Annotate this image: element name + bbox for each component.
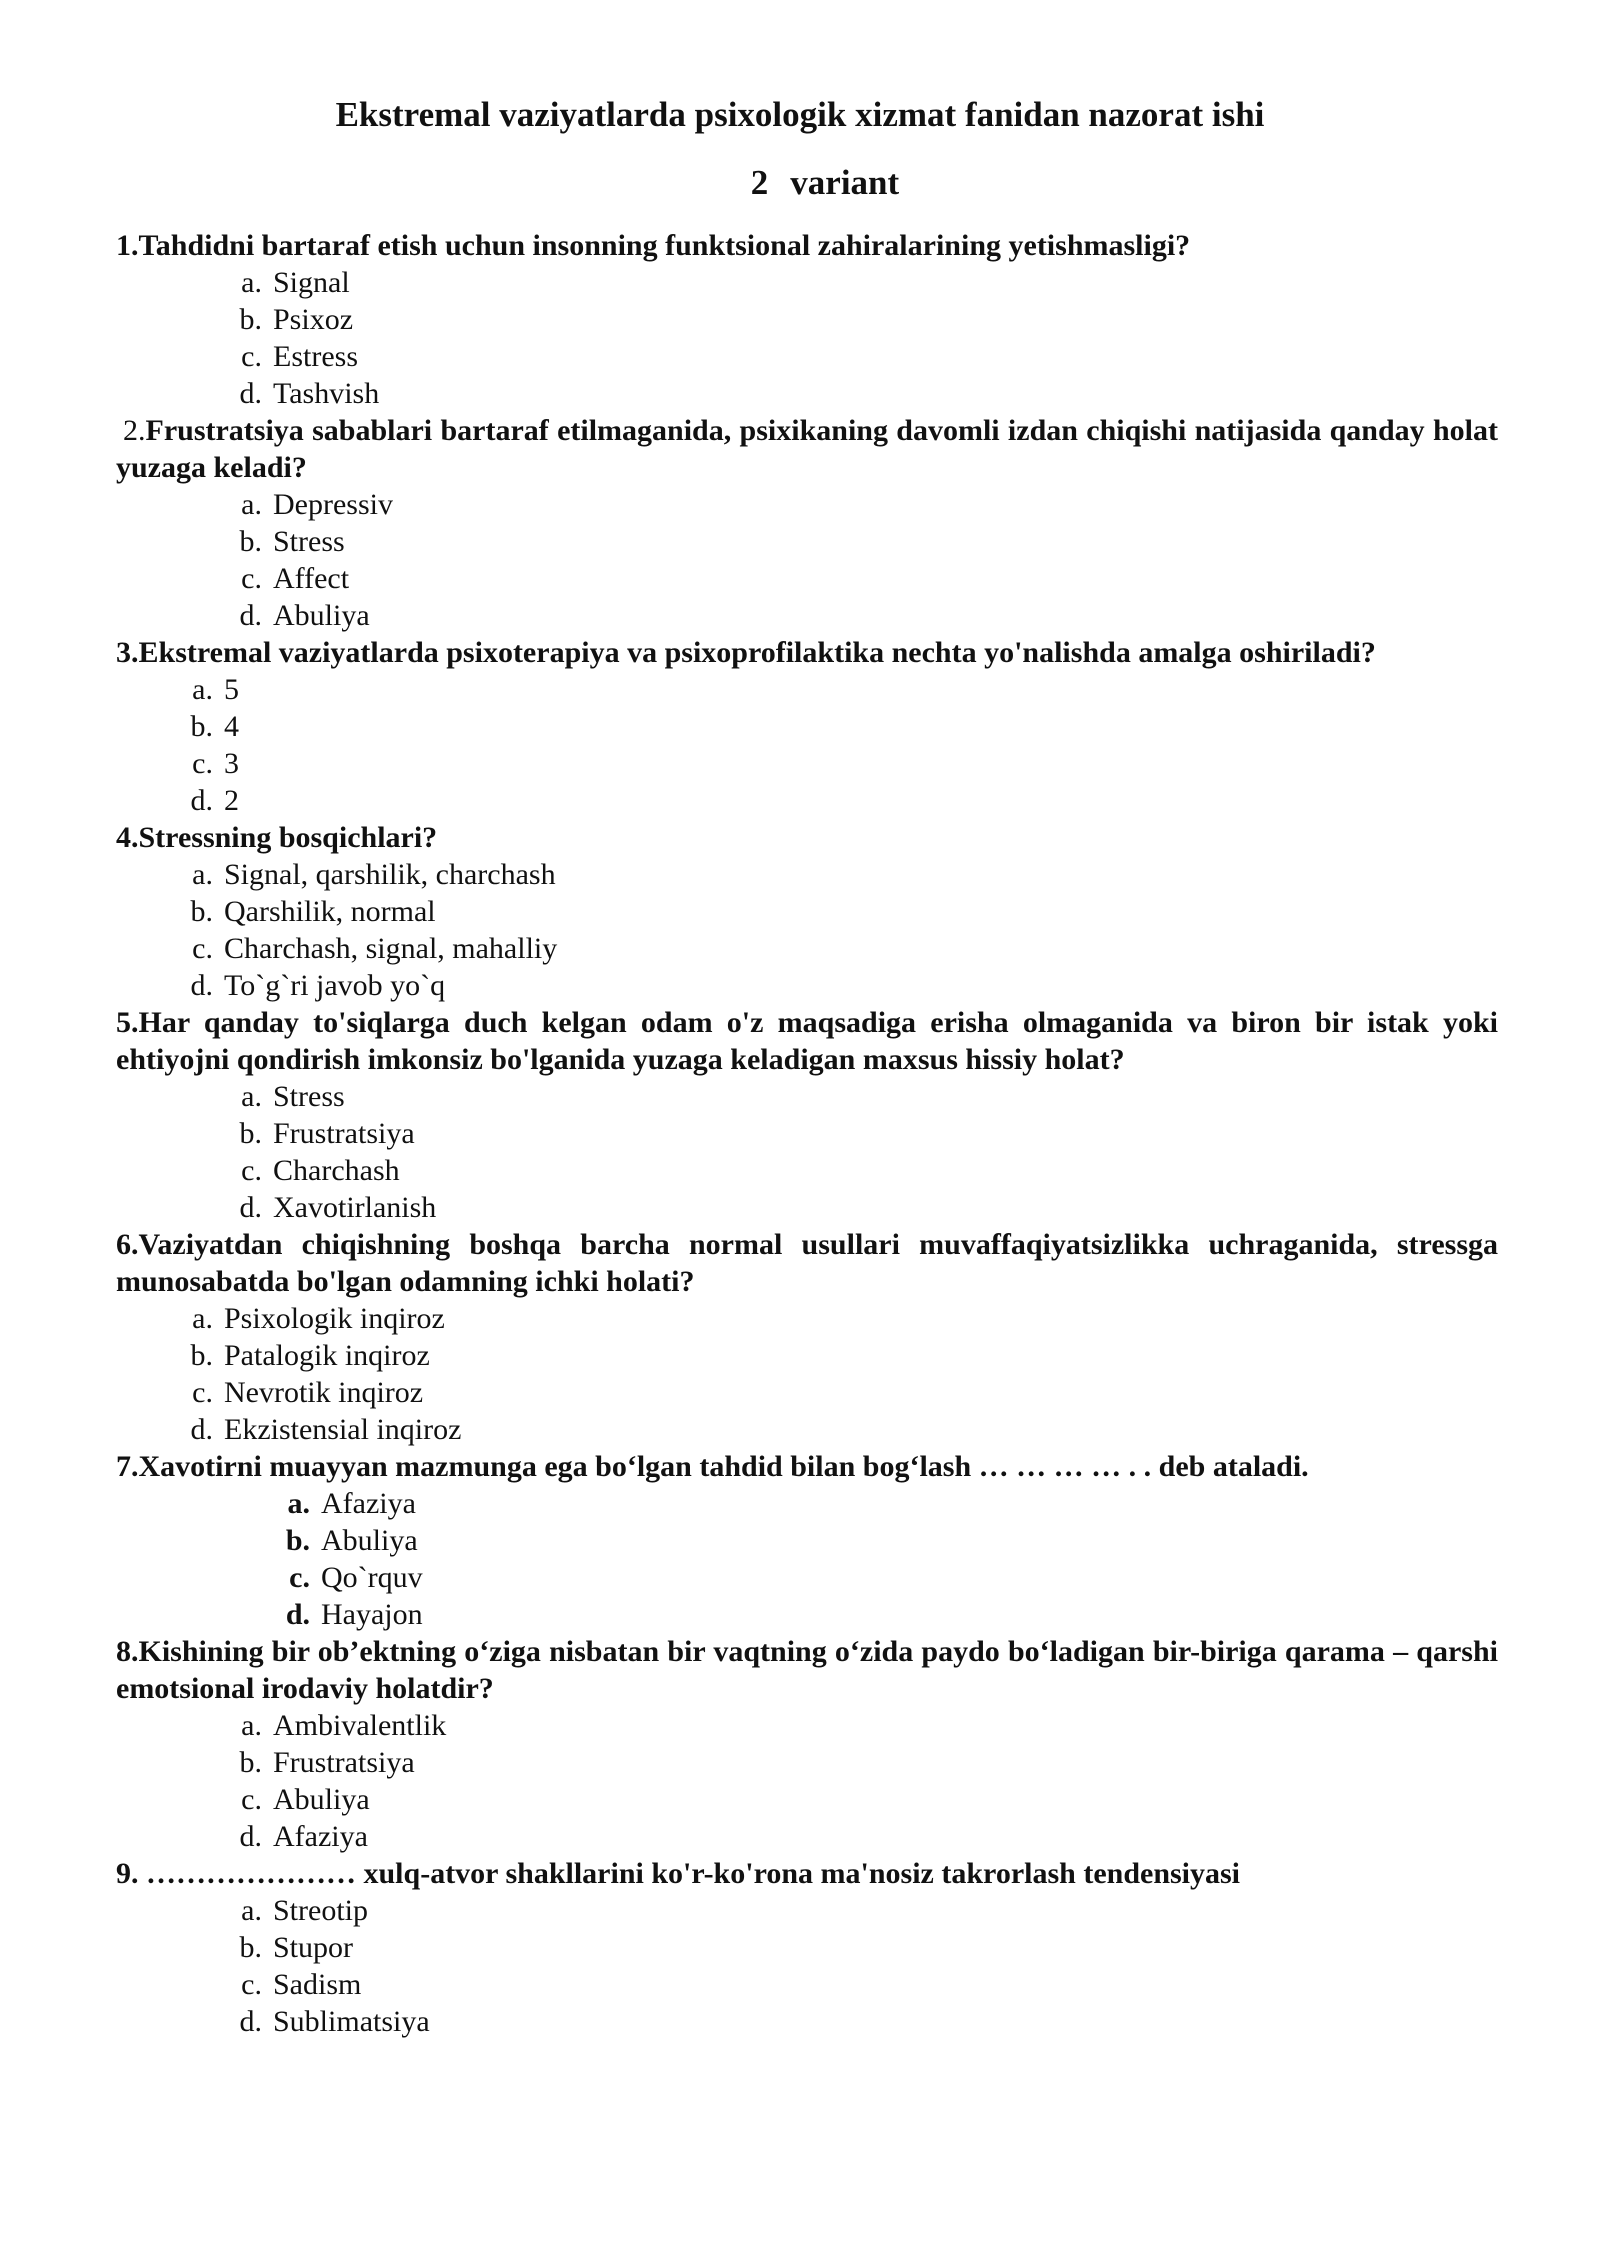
option-letter: a. <box>241 1080 262 1113</box>
option-letter: b. <box>190 895 213 928</box>
question-8 <box>116 1633 1498 1855</box>
option-letter: c. <box>241 340 262 373</box>
option-letter: b. <box>239 1746 262 1779</box>
option-text: 5 <box>224 673 239 706</box>
option-text: Affect <box>273 562 350 595</box>
option-text: Signal <box>273 266 350 299</box>
question-number: 1. <box>116 229 139 262</box>
option-text: Abuliya <box>321 1524 418 1557</box>
answer-option[interactable] <box>116 1189 1498 1226</box>
question-text <box>116 634 1498 671</box>
option-letter: a. <box>241 1894 262 1927</box>
answer-option[interactable] <box>116 1781 1498 1818</box>
option-text: Stress <box>273 525 345 558</box>
option-letter: d. <box>190 784 213 817</box>
option-text: Frustratsiya <box>273 1117 415 1150</box>
option-text: Stress <box>273 1080 345 1113</box>
answer-option[interactable] <box>116 1818 1498 1855</box>
question-6 <box>116 1226 1498 1448</box>
option-text: Frustratsiya <box>273 1746 415 1779</box>
option-text: Psixoz <box>273 303 354 336</box>
option-letter: d. <box>239 377 262 410</box>
answer-option[interactable] <box>116 264 1498 301</box>
answer-option[interactable] <box>116 745 1498 782</box>
option-text: 2 <box>224 784 239 817</box>
option-text: Charchash, signal, mahalliy <box>224 932 558 965</box>
option-text: Estress <box>273 340 358 373</box>
option-letter: b. <box>190 710 213 743</box>
option-text: Xavotirlanish <box>273 1191 437 1224</box>
option-letter: d. <box>239 1820 262 1853</box>
answer-option[interactable] <box>116 1966 1498 2003</box>
option-letter: b. <box>239 303 262 336</box>
answer-options <box>116 1078 1498 1226</box>
question-7 <box>116 1448 1498 1633</box>
option-text: Afaziya <box>321 1487 416 1520</box>
answer-option[interactable] <box>116 1892 1498 1929</box>
answer-options <box>116 1485 1498 1633</box>
question-number: 7. <box>116 1450 139 1483</box>
option-letter: c. <box>192 747 213 780</box>
option-text: Afaziya <box>273 1820 368 1853</box>
option-letter: d. <box>239 599 262 632</box>
question-body: Kishining bir ob’ektning o‘ziga nisbatan bir vaqtning o‘zida paydo bo‘ladigan bir-biriga qarama – qarshi emotsional irodaviy holatdir? <box>116 1635 1498 1705</box>
answer-option[interactable] <box>116 1522 1498 1559</box>
option-text: To`g`ri javob yo`q <box>224 969 446 1002</box>
option-letter: c. <box>241 1783 262 1816</box>
option-text: Ekzistensial inqiroz <box>224 1413 462 1446</box>
option-letter: b. <box>239 1931 262 1964</box>
question-text <box>116 1004 1498 1078</box>
answer-option[interactable] <box>116 893 1498 930</box>
answer-option[interactable] <box>116 301 1498 338</box>
question-body: Stressning bosqichlari? <box>138 821 438 854</box>
question-number: 4. <box>116 821 139 854</box>
answer-options <box>116 264 1498 412</box>
question-text <box>116 227 1498 264</box>
option-text: Streotip <box>273 1894 368 1927</box>
answer-option[interactable] <box>116 523 1498 560</box>
answer-option[interactable] <box>116 1374 1498 1411</box>
option-letter: b. <box>239 525 262 558</box>
answer-option[interactable] <box>116 1485 1498 1522</box>
option-text: Tashvish <box>273 377 380 410</box>
option-text: Qarshilik, normal <box>224 895 436 928</box>
question-3 <box>116 634 1498 819</box>
answer-option[interactable] <box>116 486 1498 523</box>
option-text: Depressiv <box>273 488 393 521</box>
option-text: Charchash <box>273 1154 400 1187</box>
question-list <box>116 227 1498 2040</box>
answer-option[interactable] <box>116 338 1498 375</box>
question-body: ………………… xulq-atvor shakllarini ko'r-ko'rona ma'nosiz takrorlash tendensiyasi <box>138 1857 1241 1890</box>
answer-option[interactable] <box>116 597 1498 634</box>
answer-options <box>116 1707 1498 1855</box>
answer-option[interactable] <box>116 1337 1498 1374</box>
variant-label: variant <box>790 163 900 202</box>
option-letter: b. <box>239 1117 262 1150</box>
question-number: 3. <box>116 636 139 669</box>
option-letter: a. <box>241 1709 262 1742</box>
option-text: Psixologik inqiroz <box>224 1302 445 1335</box>
question-9 <box>116 1855 1498 2040</box>
answer-options <box>116 1300 1498 1448</box>
question-body: Har qanday to'siqlarga duch kelgan odam o'z maqsadiga erisha olmaganida va biron bir istak yoki ehtiyojni qondirish imkonsiz bo'lganida yuzaga keladigan maxsus hissiy holat? <box>116 1006 1498 1076</box>
answer-option[interactable] <box>116 1559 1498 1596</box>
option-letter: a. <box>241 266 262 299</box>
page-title: Ekstremal vaziyatlarda psixologik xizmat fanidan nazorat ishi <box>335 95 1265 134</box>
option-text: Sublimatsiya <box>273 2005 430 2038</box>
answer-options <box>116 1892 1498 2040</box>
option-text: 3 <box>224 747 239 780</box>
option-letter: c. <box>192 1376 213 1409</box>
option-text: Abuliya <box>273 599 370 632</box>
answer-option[interactable] <box>116 1115 1498 1152</box>
question-text <box>116 1226 1498 1300</box>
option-text: Abuliya <box>273 1783 370 1816</box>
answer-option[interactable] <box>116 1744 1498 1781</box>
answer-option[interactable] <box>116 1078 1498 1115</box>
question-5 <box>116 1004 1498 1226</box>
answer-option[interactable] <box>116 560 1498 597</box>
option-letter: a. <box>192 673 213 706</box>
answer-option[interactable] <box>116 782 1498 819</box>
question-2 <box>116 412 1498 634</box>
answer-option[interactable] <box>116 967 1498 1004</box>
option-text: Ambivalentlik <box>273 1709 447 1742</box>
option-text: 4 <box>224 710 239 743</box>
option-letter: d. <box>190 969 213 1002</box>
question-number: 6. <box>116 1228 139 1261</box>
question-4 <box>116 819 1498 1004</box>
question-body: Ekstremal vaziyatlarda psixoterapiya va psixoprofilaktika nechta yo'nalishda amalga oshiriladi? <box>138 636 1376 669</box>
answer-option[interactable] <box>116 1411 1498 1448</box>
option-letter: d. <box>239 1191 262 1224</box>
option-letter: c. <box>192 932 213 965</box>
option-letter: a. <box>241 488 262 521</box>
answer-option[interactable] <box>116 1596 1498 1633</box>
option-letter: a. <box>192 1302 213 1335</box>
option-text: Stupor <box>273 1931 354 1964</box>
option-text: Qo`rquv <box>321 1561 423 1594</box>
option-letter: d. <box>190 1413 213 1446</box>
option-letter: a. <box>192 858 213 891</box>
option-text: Signal, qarshilik, charchash <box>224 858 556 891</box>
question-body: Vaziyatdan chiqishning boshqa barcha normal usullari muvaffaqiyatsizlikka uchraganida, stressga munosabatda bo'lgan odamning ichki holati? <box>116 1228 1498 1298</box>
option-letter: a. <box>287 1487 310 1520</box>
answer-options <box>116 856 1498 1004</box>
option-letter: d. <box>285 1598 310 1631</box>
question-text <box>116 1448 1498 1485</box>
answer-options <box>116 671 1498 819</box>
option-letter: c. <box>289 1561 310 1594</box>
answer-option[interactable] <box>116 1707 1498 1744</box>
question-text <box>116 1855 1498 1892</box>
answer-option[interactable] <box>116 856 1498 893</box>
variant-heading <box>0 160 1600 206</box>
question-number: 5. <box>116 1006 139 1039</box>
question-body: Tahdidni bartaraf etish uchun insonning funktsional zahiralarining yetishmasligi? <box>138 229 1191 262</box>
question-body: Xavotirni muayyan mazmunga ega bo‘lgan tahdid bilan bog‘lash … … … … . . deb ataladi. <box>138 1450 1309 1483</box>
option-letter: b. <box>190 1339 213 1372</box>
question-text <box>116 412 1498 486</box>
answer-option[interactable] <box>116 930 1498 967</box>
option-letter: c. <box>241 562 262 595</box>
question-text <box>116 1633 1498 1707</box>
question-number: 9. <box>116 1857 139 1890</box>
option-letter: c. <box>241 1968 262 2001</box>
option-letter: b. <box>285 1524 310 1557</box>
option-letter: c. <box>241 1154 262 1187</box>
answer-option[interactable] <box>116 1300 1498 1337</box>
question-number: 8. <box>116 1635 139 1668</box>
question-1 <box>116 227 1498 412</box>
answer-option[interactable] <box>116 671 1498 708</box>
answer-option[interactable] <box>116 708 1498 745</box>
answer-option[interactable] <box>116 2003 1498 2040</box>
answer-option[interactable] <box>116 1929 1498 1966</box>
option-text: Nevrotik inqiroz <box>224 1376 424 1409</box>
question-number: 2. <box>123 414 146 447</box>
option-letter: d. <box>239 2005 262 2038</box>
option-text: Hayajon <box>321 1598 423 1631</box>
option-text: Sadism <box>273 1968 362 2001</box>
question-text <box>116 819 1498 856</box>
answer-options <box>116 486 1498 634</box>
answer-option[interactable] <box>116 375 1498 412</box>
answer-option[interactable] <box>116 1152 1498 1189</box>
variant-number: 2 <box>750 163 769 202</box>
question-body: Frustratsiya sabablari bartaraf etilmaganida, psixikaning davomli izdan chiqishi natijasida qanday holat yuzaga keladi? <box>116 414 1498 484</box>
option-text: Patalogik inqiroz <box>224 1339 430 1372</box>
